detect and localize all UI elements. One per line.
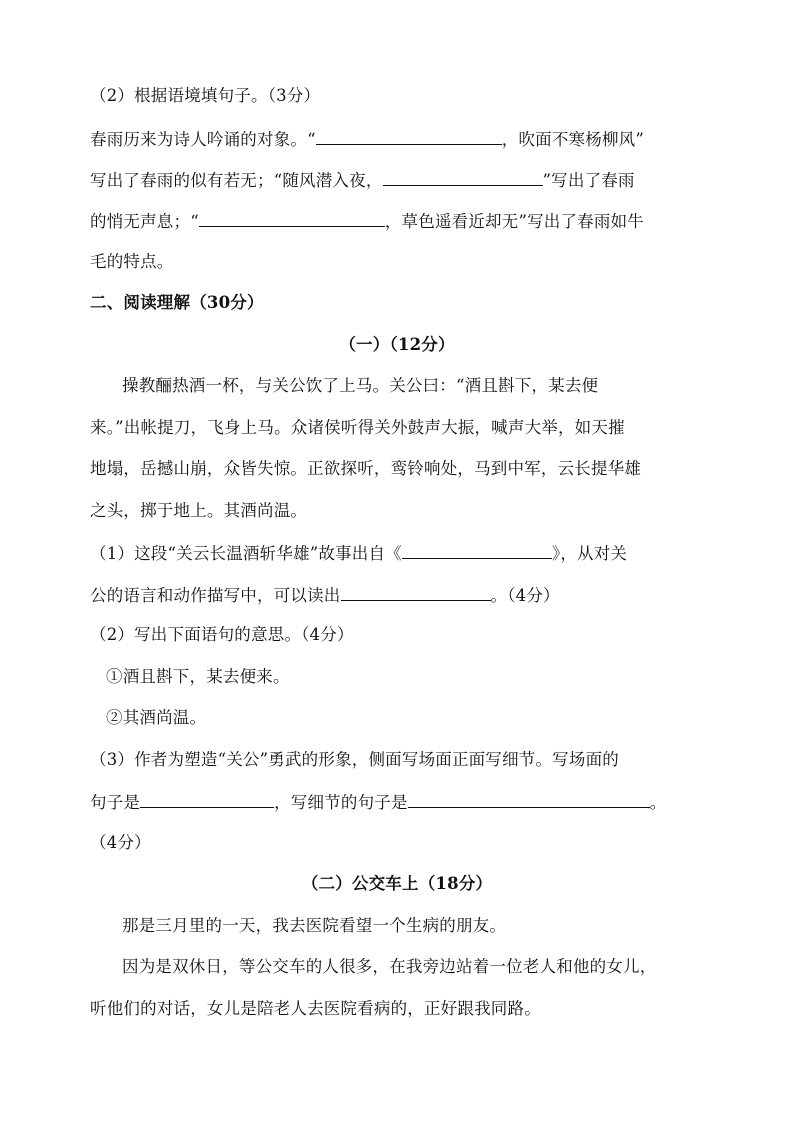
passage-1-paragraph-line: 之头，掷于地上。其酒尚温。: [90, 501, 308, 520]
answer-blank[interactable]: [408, 789, 650, 808]
passage-1-paragraph-line: 来。”出帐提刀，飞身上马。众诸侯听得关外鼓声大振，喊声大举，如天摧: [90, 418, 625, 437]
text-segment: 。（4分）: [490, 586, 560, 605]
question-2-line-3: [90, 208, 644, 234]
text-segment: 公的语言和动作描写中，可以读出: [90, 586, 341, 605]
question-2b-heading: （2）写出下面语句的意思。（4分）: [90, 625, 354, 644]
passage-2-paragraph-line: 那是三月里的一天，我去医院看望一个生病的朋友。: [122, 916, 507, 935]
text-segment: ，草色遥看近却无”写出了春雨如牛: [384, 212, 644, 231]
answer-blank[interactable]: [383, 167, 543, 186]
question-3-line-1: （3）作者为塑造“关公”勇武的形象，侧面写场面正面写细节。写场面的: [90, 750, 619, 769]
section-heading: 二、阅读理解（30分）: [90, 293, 264, 312]
text-segment: ，吹面不寒杨柳风”: [501, 130, 644, 149]
question-3-line-2: [90, 789, 666, 815]
passage-1-paragraph-line: 地塌，岳撼山崩，众皆失惊。正欲探听，鸾铃响处，马到中军，云长提华雄: [90, 459, 642, 478]
text-segment: ，写细节的句子是: [274, 793, 408, 812]
answer-blank[interactable]: [199, 208, 385, 227]
sentence-item-1: ①酒且斟下，某去便来。: [106, 667, 290, 686]
question-2-line-2: [90, 167, 635, 193]
text-segment: 句子是: [90, 793, 141, 812]
question-2-line-1: [90, 126, 644, 152]
answer-blank[interactable]: [341, 582, 491, 601]
question-2-line-4: 毛的特点。: [90, 252, 174, 271]
text-segment: 写出了春雨的似有若无；“随风潜入夜，: [90, 171, 383, 190]
passage-2-paragraph-line: 听他们的对话，女儿是陪老人去医院看病的，正好跟我同路。: [90, 999, 541, 1018]
sentence-item-2: ②其酒尚温。: [106, 708, 207, 727]
text-segment: 的悄无声息；“: [90, 212, 199, 231]
text-segment: （1）这段“关云长温酒斩华雄”故事出自《: [90, 544, 402, 563]
answer-blank[interactable]: [140, 789, 274, 808]
passage-2-heading: （二）公交车上（18分）: [301, 874, 493, 893]
answer-blank[interactable]: [402, 540, 552, 559]
passage-1-paragraph-line: 操教酾热酒一杯，与关公饮了上马。关公曰：“酒且斟下，某去便: [122, 376, 599, 395]
question-1-line-2: [90, 582, 560, 608]
question-2-heading: （2）根据语境填句子。（3分）: [90, 86, 321, 105]
passage-1-heading: （一）（12分）: [339, 335, 455, 354]
passage-2-paragraph-line: 因为是双休日，等公交车的人很多，在我旁边站着一位老人和他的女儿，: [122, 957, 657, 976]
text-segment: 》，从对关: [551, 544, 628, 563]
text-segment: 春雨历来为诗人吟诵的对象。“: [90, 130, 316, 149]
question-1-line-1: [90, 540, 627, 566]
question-3-score: （4分）: [90, 833, 151, 852]
text-segment: ”写出了春雨: [542, 171, 635, 190]
answer-blank[interactable]: [316, 126, 502, 145]
text-segment: 。: [649, 793, 667, 812]
